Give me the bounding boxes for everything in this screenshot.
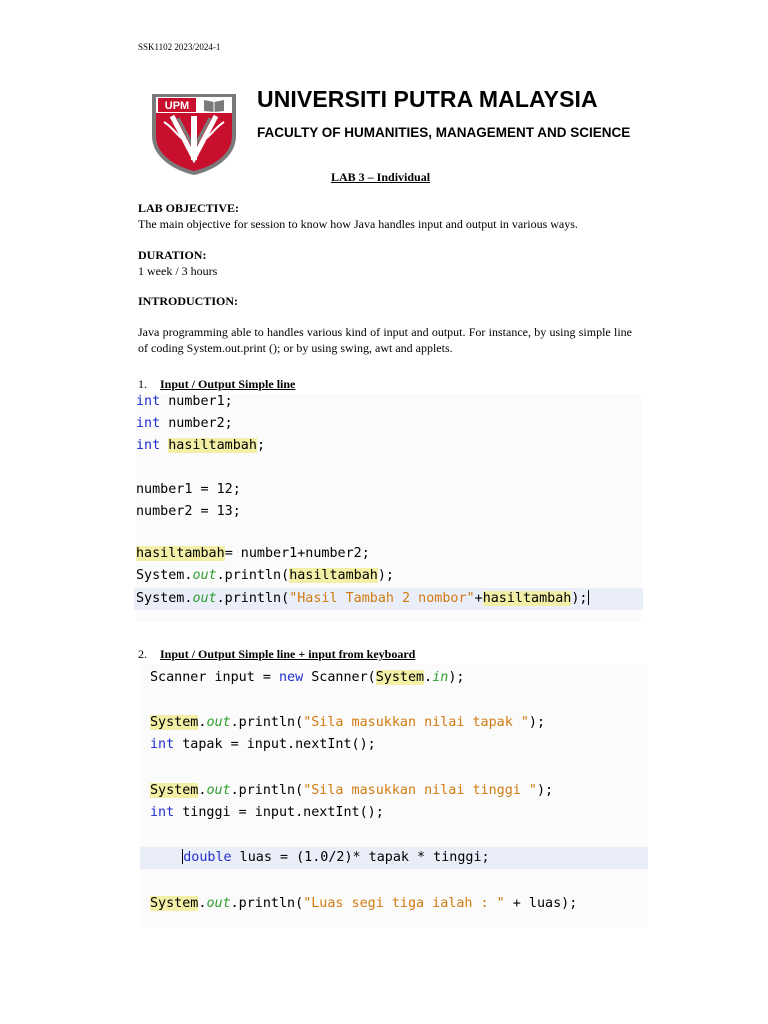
code2-line-7: System.out.println("Luas segi tiga ialah : " + luas); bbox=[150, 896, 578, 911]
text-cursor bbox=[588, 590, 589, 605]
duration-text: 1 week / 3 hours bbox=[138, 264, 218, 278]
course-code: SSK1102 2023/2024-1 bbox=[138, 42, 221, 52]
code1-line-6: hasiltambah= number1+number2; bbox=[136, 546, 370, 561]
code2-line-1: Scanner input = new Scanner(System.in); bbox=[150, 670, 465, 685]
introduction-text: Java programming able to handles various kind of input and output. For instance, by using simple line of coding System.out.print (); or by using swing, awt and applets. bbox=[138, 325, 632, 355]
code1-line-5: number2 = 13; bbox=[136, 504, 241, 519]
upm-logo bbox=[148, 92, 240, 176]
code1-line-7: System.out.println(hasiltambah); bbox=[136, 568, 394, 583]
logo-text: UPM bbox=[164, 100, 190, 112]
code2-line-5: int tinggi = input.nextInt(); bbox=[150, 805, 384, 820]
section-2-heading: Input / Output Simple line + input from keyboard bbox=[160, 647, 416, 661]
code-block-1 bbox=[136, 394, 641, 622]
section-1-heading: Input / Output Simple line bbox=[160, 377, 296, 391]
code1-line-3: int hasiltambah; bbox=[136, 438, 265, 453]
duration-label: DURATION: bbox=[138, 248, 207, 262]
faculty-name: FACULTY OF HUMANITIES, MANAGEMENT AND SCIENCE bbox=[257, 125, 631, 140]
code-block-2 bbox=[140, 664, 648, 928]
code2-line-6: double luas = (1.0/2)* tapak * tinggi; bbox=[140, 847, 648, 869]
code1-line-2: int number2; bbox=[136, 416, 233, 431]
objective-label: LAB OBJECTIVE: bbox=[138, 201, 240, 215]
section-2-title bbox=[138, 647, 415, 662]
code1-line-8: System.out.println("Hasil Tambah 2 nombor"+hasiltambah); bbox=[134, 588, 643, 610]
code2-line-4: System.out.println("Sila masukkan nilai tinggi "); bbox=[150, 783, 554, 798]
section-1-title bbox=[138, 377, 295, 392]
code1-line-1: int number1; bbox=[136, 394, 233, 409]
objective-text: The main objective for session to know how Java handles input and output in various ways. bbox=[138, 217, 578, 231]
section-2-number: 2. bbox=[138, 647, 147, 661]
lab-title: LAB 3 – Individual bbox=[331, 170, 431, 184]
code2-line-3: int tapak = input.nextInt(); bbox=[150, 737, 376, 752]
section-1-number: 1. bbox=[138, 377, 147, 391]
code1-line-4: number1 = 12; bbox=[136, 482, 241, 497]
university-name: UNIVERSITI PUTRA MALAYSIA bbox=[257, 86, 598, 112]
code2-line-2: System.out.println("Sila masukkan nilai tapak "); bbox=[150, 715, 546, 730]
introduction-label: INTRODUCTION: bbox=[138, 294, 239, 308]
